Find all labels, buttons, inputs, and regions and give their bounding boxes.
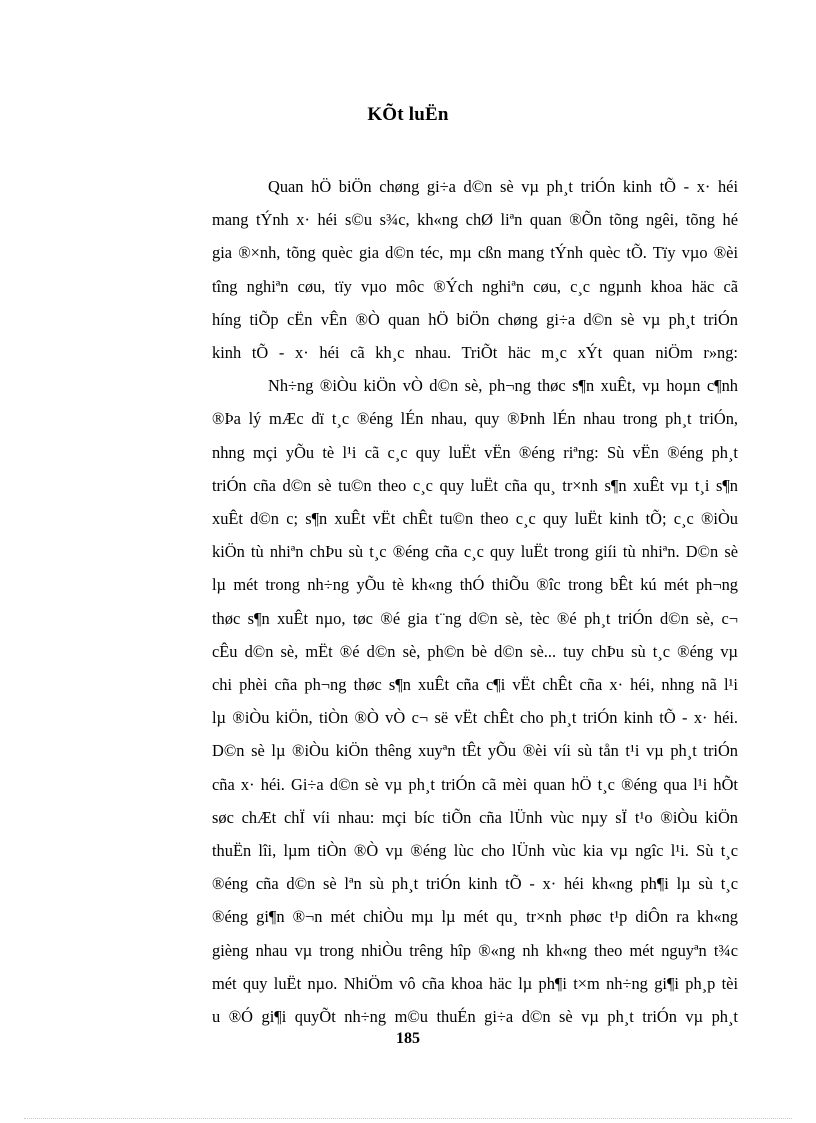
- text-line: ®éng gi¶n ®¬n mét chiÒu mµ lµ mét qu¸ tr×nh phøc t¹p diÔn ra kh«ng: [212, 907, 738, 927]
- page-number: 185: [396, 1030, 420, 1047]
- text-line: gia ®×nh, tõng quèc gia d©n téc, mµ cßn mang tÝnh quèc tÕ. Tïy vµo ®èi: [212, 243, 738, 263]
- text-line: cÊu d©n sè, mËt ®é d©n sè, ph©n bè d©n sè... tuy chÞu sù t¸c ®éng vµ: [212, 641, 738, 661]
- text-line: kiÖn tù nhiªn chÞu sù t¸c ®éng cña c¸c quy luËt trong giíi tù nhiªn. D©n sè: [212, 542, 738, 562]
- text-line: tîng nghiªn cøu, tïy vµo môc ®Ých nghiªn cøu, c¸c ngµnh khoa häc cã: [212, 276, 738, 296]
- text-line: ®Þa lý mÆc dï t¸c ®éng lÉn nhau, quy ®Þnh lÉn nhau trong ph¸t triÓn,: [212, 409, 738, 429]
- page-bottom-divider: [24, 1118, 792, 1119]
- text-line: thuËn lîi, lµm tiÒn ®Ò vµ ®éng lùc cho lÜnh vùc kia vµ ngîc l¹i. Sù t¸c: [212, 841, 738, 861]
- text-line: Quan hÖ biÖn chøng gi÷a d©n sè vµ ph¸t triÓn kinh tÕ - x· héi: [268, 177, 738, 196]
- text-line: lµ ®iÒu kiÖn, tiÒn ®Ò vÒ c¬ së vËt chÊt cho ph¸t triÓn kinh tÕ - x· héi.: [212, 708, 738, 728]
- body-text: [156, 170, 738, 1033]
- text-line: chi phèi cña ph¬ng thøc s¶n xuÊt cña c¶i vËt chÊt cña x· héi, nhng nã l¹i: [212, 675, 738, 695]
- text-line: kinh tÕ - x· héi cã kh¸c nhau. TriÕt häc m¸c xÝt quan niÖm r»ng:: [212, 343, 738, 363]
- text-line: ®éng cña d©n sè lªn sù ph¸t triÓn kinh tÕ - x· héi kh«ng ph¶i lµ sù t¸c: [212, 874, 738, 894]
- paragraph-2: [156, 369, 738, 1033]
- text-line: D©n sè lµ ®iÒu kiÖn thêng xuyªn tÊt yÕu ®èi víi sù tån t¹i vµ ph¸t triÓn: [212, 741, 738, 761]
- text-line: lµ mét trong nh÷ng yÕu tè kh«ng thÓ thiÕu ®îc trong bÊt kú mét ph¬ng: [212, 575, 738, 595]
- text-line: søc chÆt chÏ víi nhau: mçi bíc tiÕn cña lÜnh vùc nµy sÏ t¹o ®iÒu kiÖn: [212, 807, 738, 827]
- text-line: gièng nhau vµ trong nhiÒu trêng hîp ®«ng nh kh«ng theo mét nguyªn t¾c: [212, 940, 738, 960]
- text-line: Nh÷ng ®iÒu kiÖn vÒ d©n sè, ph¬ng thøc s¶n xuÊt, vµ hoµn c¶nh: [268, 376, 738, 396]
- page-title: KÕt luËn: [367, 104, 449, 125]
- paragraph-1: [156, 170, 738, 369]
- text-line: mét quy luËt nµo. NhiÖm vô cña khoa häc lµ ph¶i t×m nh÷ng gi¶i ph¸p tèi: [212, 973, 738, 993]
- text-line: cña x· héi. Gi÷a d©n sè vµ ph¸t triÓn cã mèi quan hÖ t¸c ®éng qua l¹i hÕt: [212, 774, 738, 794]
- text-line: híng tiÕp cËn vÊn ®Ò quan hÖ biÖn chøng gi÷a d©n sè vµ ph¸t triÓn: [212, 309, 738, 329]
- text-line: nhng mçi yÕu tè l¹i cã c¸c quy luËt vËn ®éng riªng: Sù vËn ®éng ph¸t: [212, 442, 738, 462]
- text-line: mang tÝnh x· héi s©u s¾c, kh«ng chØ liªn quan ®Õn tõng ngêi, tõng hé: [212, 210, 738, 230]
- text-line: triÓn cña d©n sè tu©n theo c¸c quy luËt cña qu¸ tr×nh s¶n xuÊt vµ t¸i s¶n: [212, 475, 738, 495]
- text-line: thøc s¶n xuÊt nµo, tøc ®é gia t¨ng d©n sè, tèc ®é ph¸t triÓn d©n sè, c¬: [212, 608, 738, 628]
- text-line: xuÊt d©n c; s¶n xuÊt vËt chÊt tu©n theo c¸c quy luËt kinh tÕ; c¸c ®iÒu: [212, 509, 738, 529]
- text-line: u ®Ó gi¶i quyÕt nh÷ng m©u thuÉn gi÷a d©n sè vµ ph¸t triÓn vµ ph¸t: [212, 1007, 738, 1027]
